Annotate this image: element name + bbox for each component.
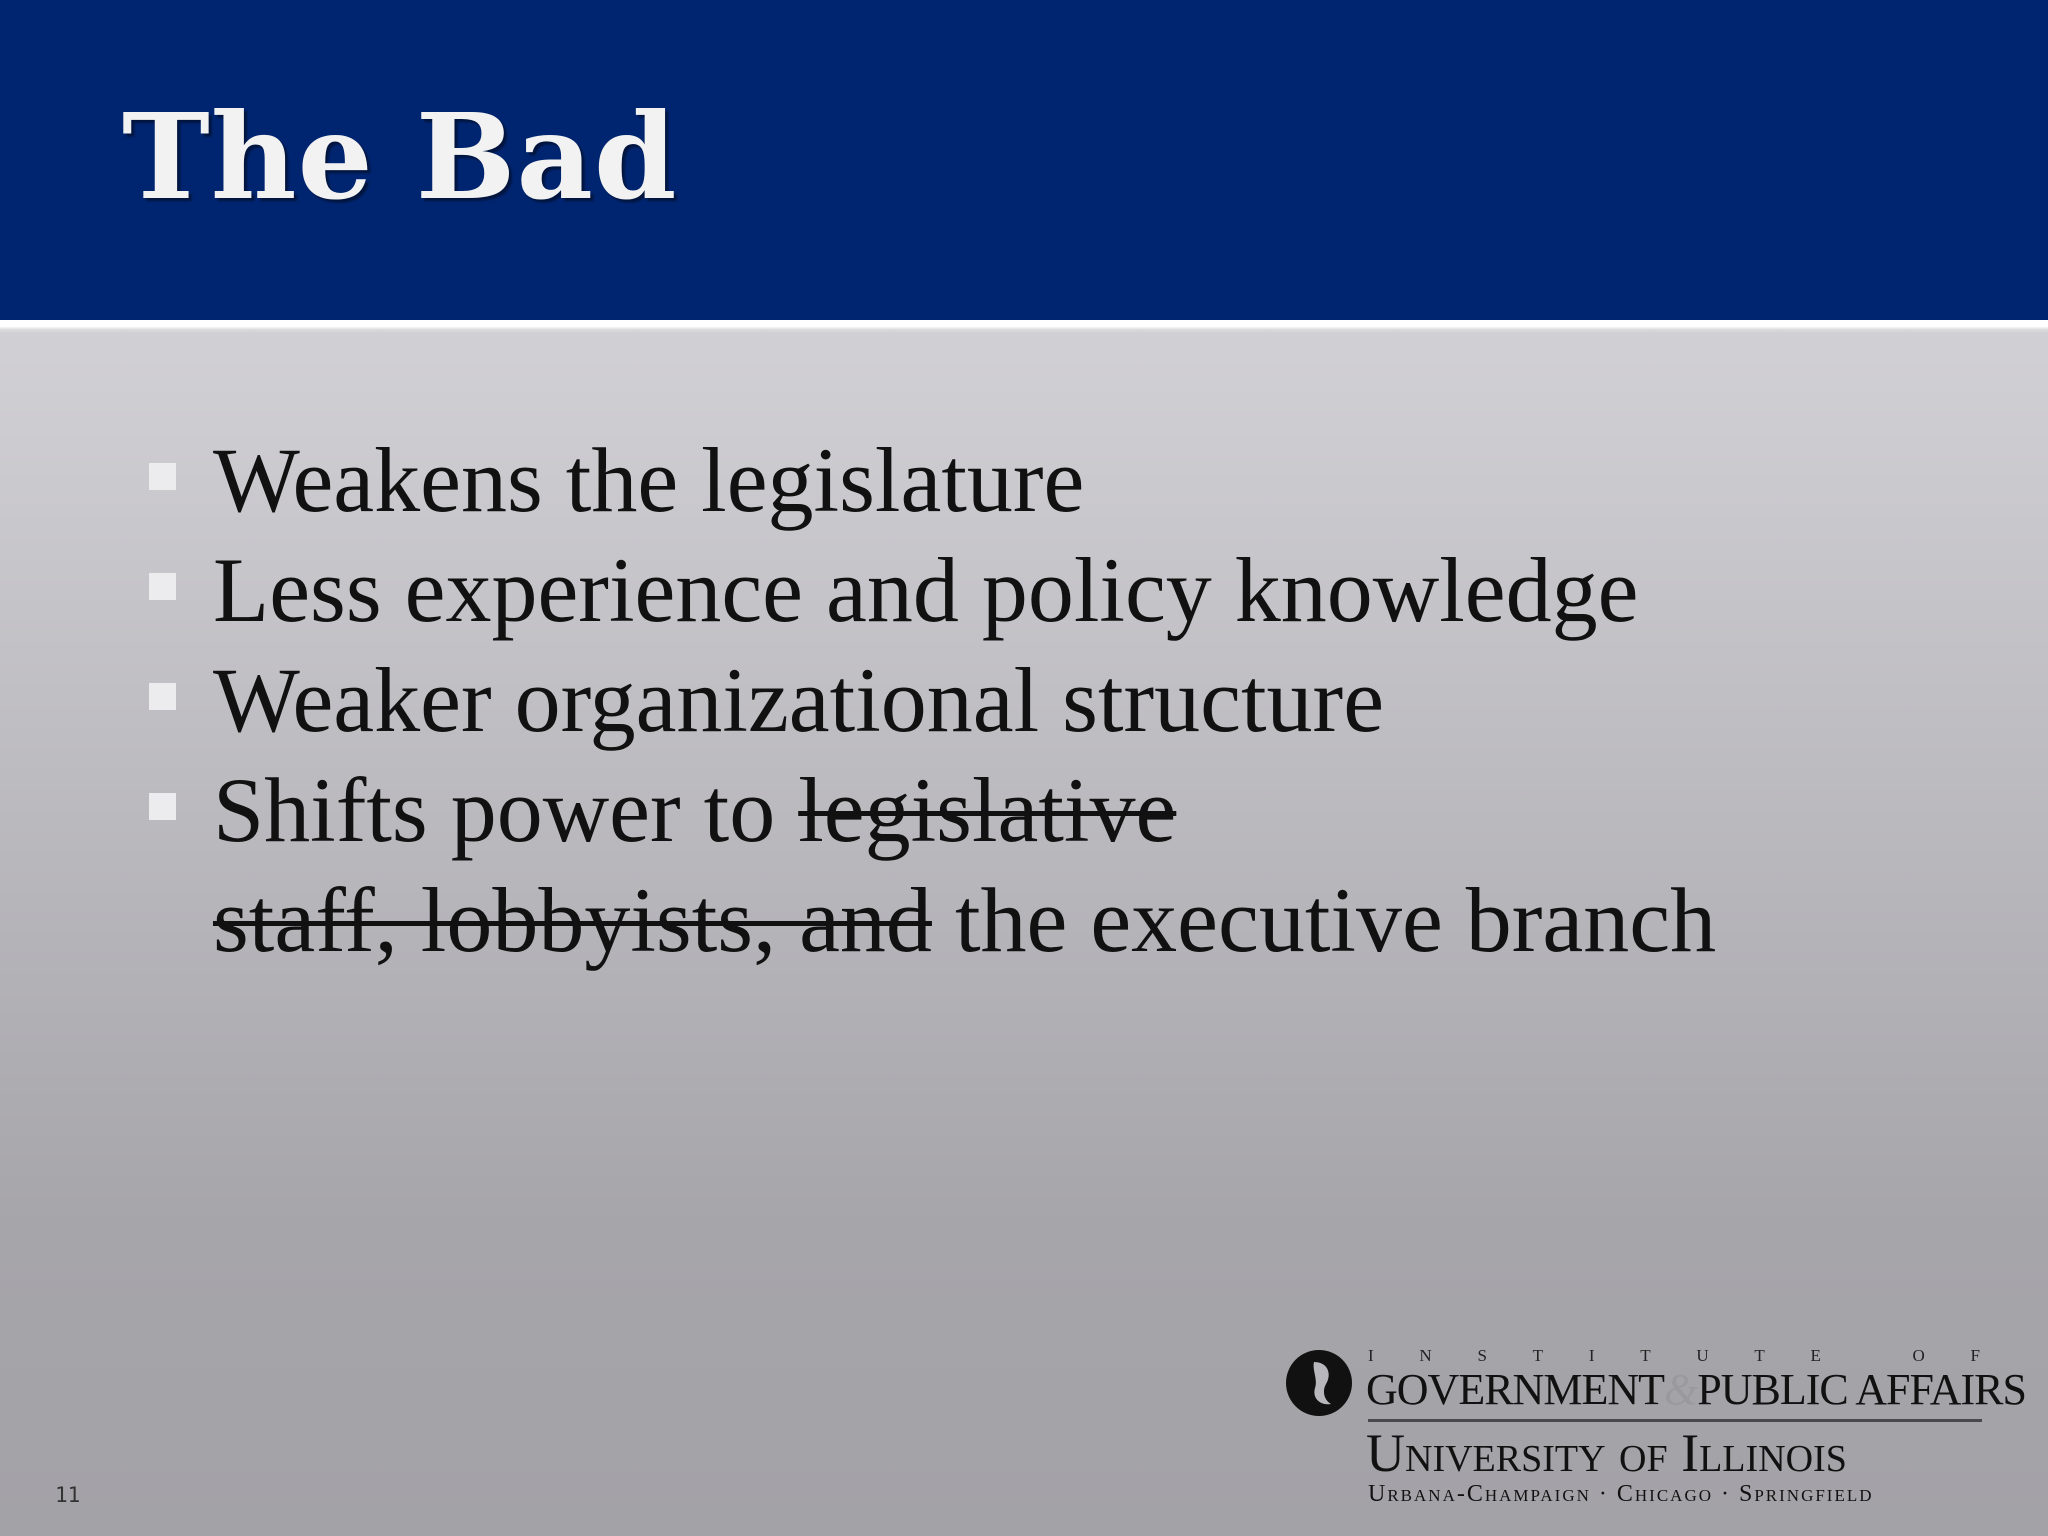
bullet-item (145, 755, 1945, 975)
bullet-text-suffix: the executive branch (931, 869, 1717, 971)
bullet-text: Weaker organizational structure (213, 649, 1385, 751)
slide-title: The Bad (122, 87, 678, 226)
logo-campuses: Urbana-Champaign · Chicago · Springfield (1368, 1481, 1874, 1507)
logo-institute-of: I N S T I T U T E O F (1368, 1346, 1980, 1365)
bullet-square-icon (149, 683, 176, 710)
bullet-item (145, 425, 1945, 535)
bullet-item (145, 645, 1945, 755)
title-divider (0, 320, 2048, 334)
bullet-square-icon (149, 793, 176, 820)
bullet-text-prefix: Shifts power to (213, 759, 799, 861)
logo-government-public-affairs: GOVERNMENT&PUBLIC AFFAIRS (1366, 1365, 2026, 1414)
igpa-emblem-icon (1284, 1348, 1354, 1418)
title-bar (0, 0, 2048, 320)
logo-divider (1368, 1419, 1982, 1422)
struck-text-line2: staff, lobbyists, and (213, 869, 932, 971)
bullet-text: Less experience and policy knowledge (213, 539, 1639, 641)
bullet-text: Weakens the legislature (213, 429, 1085, 531)
slide-number: 11 (55, 1483, 81, 1507)
struck-text-line1: legislative (798, 759, 1177, 861)
bullet-square-icon (149, 573, 176, 600)
logo-university-name: University of Illinois (1366, 1423, 1847, 1483)
bullet-list (145, 425, 1945, 975)
bullet-item (145, 535, 1945, 645)
bullet-square-icon (149, 463, 176, 490)
institute-logo (1284, 1346, 2026, 1507)
